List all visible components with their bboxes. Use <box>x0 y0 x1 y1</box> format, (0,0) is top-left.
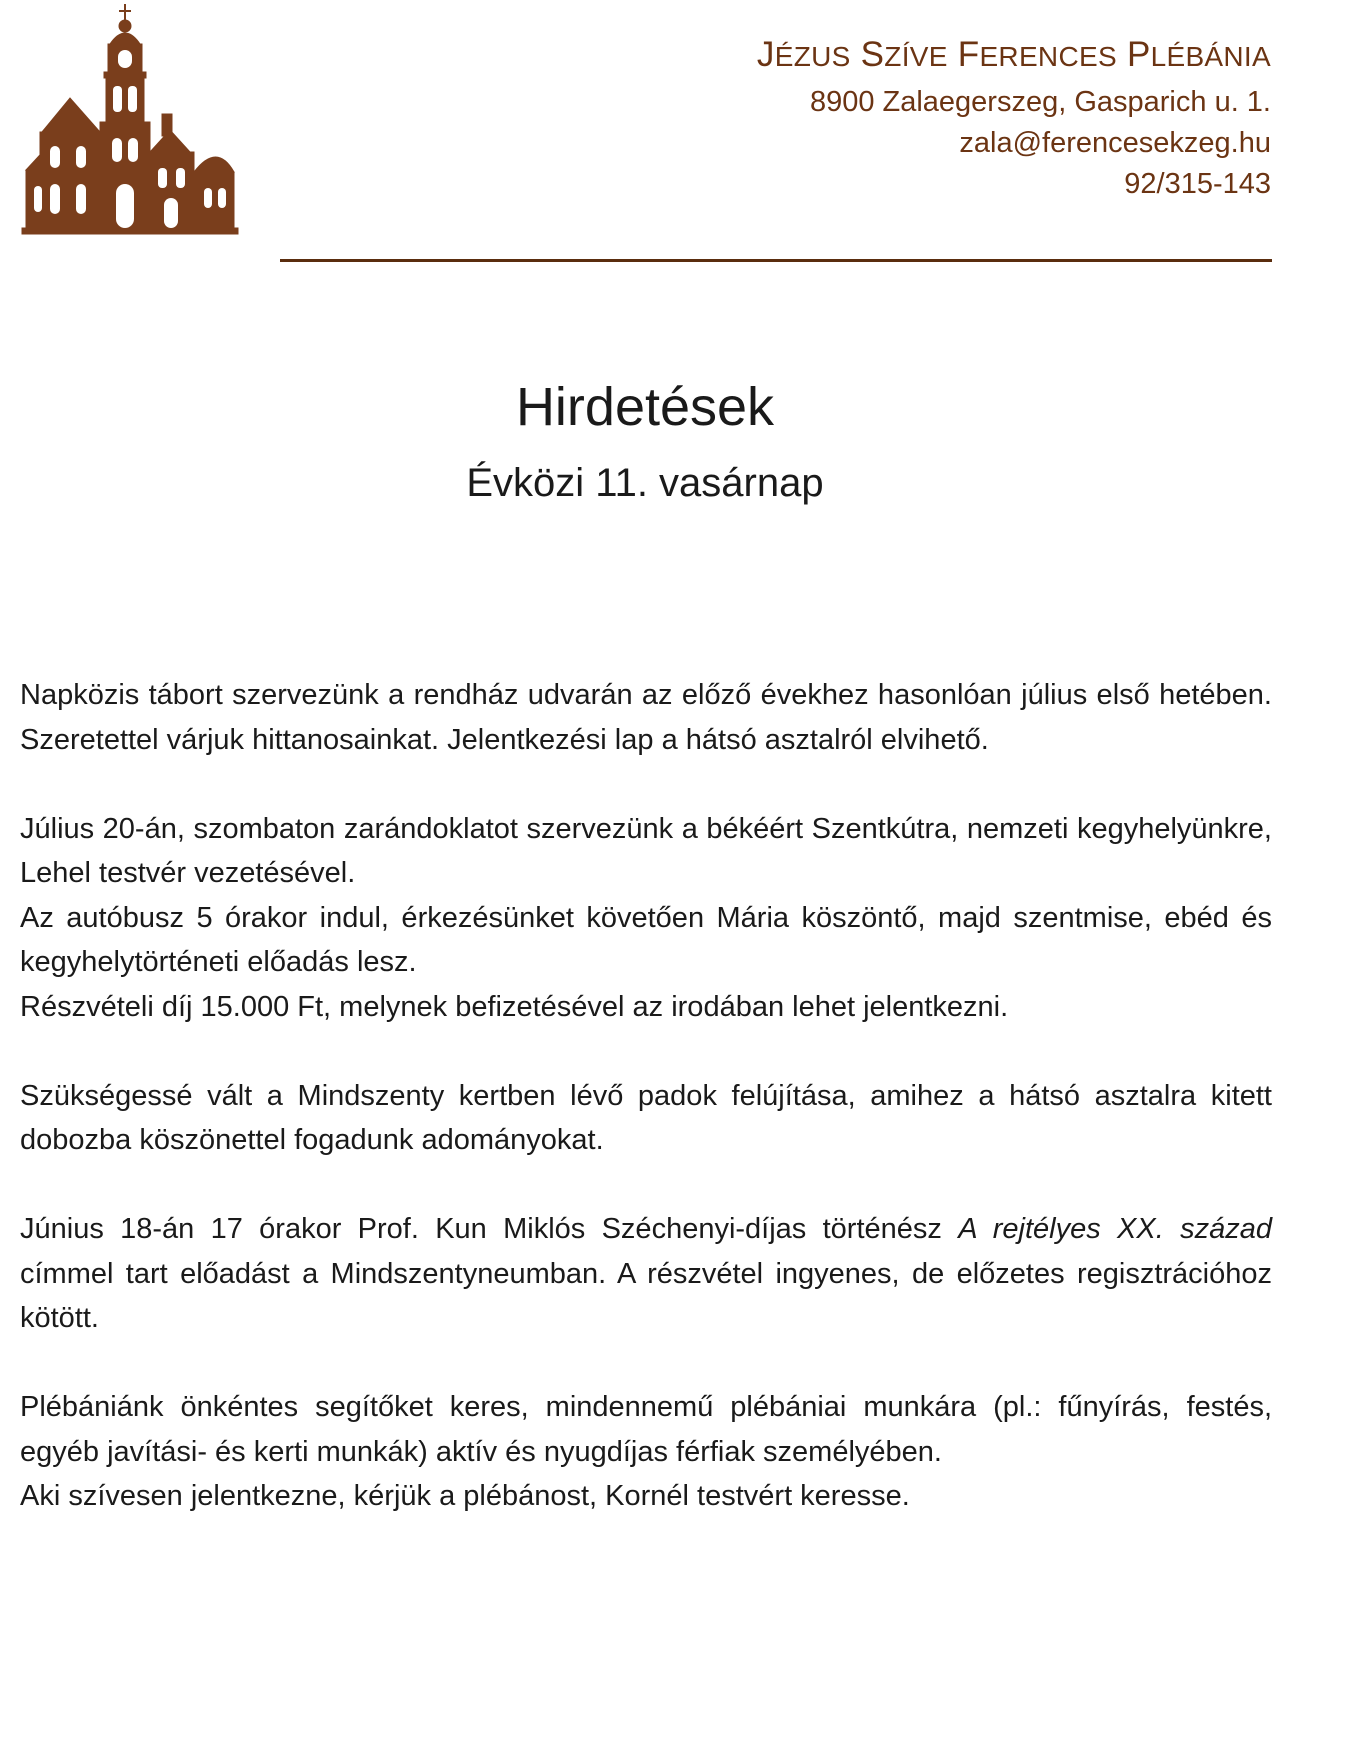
announcement-lecture <box>20 1207 1272 1341</box>
announcement-pilgrimage-fee: Részvételi díj 15.000 Ft, melynek befizetésével az irodában lehet jelentkezni. <box>20 990 1009 1023</box>
announcement-benches: Szükségessé vált a Mindszenty kertben lévő padok felújítása, amihez a hátsó asztalra kitett dobozba köszönettel fogadunk adományokat. <box>20 1079 1272 1156</box>
announcement-volunteers-contact: Aki szívesen jelentkezne, kérjük a plébánost, Kornél testvért keresse. <box>20 1480 910 1512</box>
lecture-title: A rejtélyes XX. század <box>958 1213 1272 1245</box>
header-divider <box>280 259 1272 262</box>
lecture-intro: Június 18-án 17 órakor Prof. Kun Miklós Széchenyi-díjas történész <box>20 1213 959 1245</box>
parish-name: JÉZUS SZÍVE FERENCES PLÉBÁNIA <box>756 35 1271 74</box>
announcement-camp: Napközis tábort szervezünk a rendház udvarán az előző évekhez hasonlóan július első hetében. Szeretettel várjuk hittanosainkat. Jelentkezési lap a hátsó asztalról elvihető. <box>20 679 1272 756</box>
parish-header <box>757 30 1271 205</box>
lecture-details: címmel tart előadást a Mindszentyneumban. A részvétel ingyenes, de előzetes regisztrációhoz kötött. <box>20 1257 1272 1334</box>
announcement-pilgrimage-intro: Július 20-án, szombaton zarándoklatot szervezünk a békéért Szentkútra, nemzeti kegyhelyünkre, Lehel testvér vezetésével. <box>20 812 1272 889</box>
announcement-pilgrimage-program: Az autóbusz 5 órakor indul, érkezésünket követően Mária köszöntő, majd szentmise, ebéd és kegyhelytörténeti előadás lesz. <box>20 901 1272 978</box>
parish-address: 8900 Zalaegerszeg, Gasparich u. 1. <box>809 86 1271 118</box>
church-logo-icon <box>12 2 244 238</box>
page-title: Hirdetések <box>515 377 775 437</box>
announcements <box>20 673 1272 1519</box>
page-subtitle: Évközi 11. vasárnap <box>466 461 824 505</box>
announcement-volunteers: Plébániánk önkéntes segítőket keres, mindennemű plébániai munkára (pl.: fűnyírás, festés, egyéb javítási- és kerti munkák) aktív és nyugdíjas férfiak személyében. <box>20 1391 1272 1468</box>
parish-phone: 92/315-143 <box>1124 168 1271 200</box>
parish-email: zala@ferencesekzeg.hu <box>959 127 1271 159</box>
